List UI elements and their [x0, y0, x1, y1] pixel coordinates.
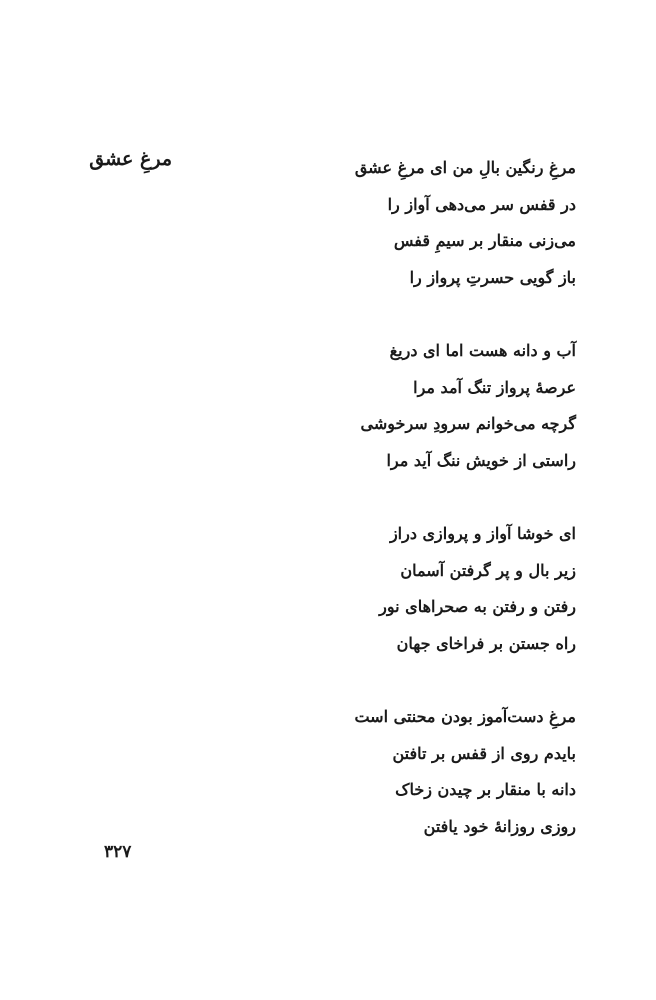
- poem-body: [286, 150, 576, 882]
- stanza-1: [286, 150, 576, 296]
- poem-line: مرغِ دست‌آموز بودن محنتی است: [354, 707, 576, 726]
- page-number: ۳۲۷: [104, 842, 132, 862]
- poem-line: در قفس سر می‌دهی آواز را: [387, 194, 576, 214]
- poem-line: روزی روزانهٔ خود یافتن: [423, 816, 576, 836]
- stanza-4: [286, 699, 576, 845]
- poem-line: بایدم روی از قفس بر تافتن: [392, 743, 576, 763]
- poem-line: مرغِ رنگین بالِ من ای مرغِ عشق: [354, 158, 576, 177]
- poem-line: زیر بال و پر گرفتن آسمان: [400, 560, 576, 580]
- poem-line: عرصهٔ پرواز تنگ آمد مرا: [413, 377, 576, 397]
- poem-line: باز گویی حسرتِ پرواز را: [409, 267, 576, 287]
- stanza-2: [286, 333, 576, 479]
- poem-line: می‌زنی منقار بر سیمِ قفس: [393, 231, 576, 250]
- poem-line: ای خوشا آواز و پروازی دراز: [389, 524, 576, 543]
- poem-line: گرچه می‌خوانم سرودِ سرخوشی: [360, 414, 576, 433]
- poem-line: آب و دانه هست اما ای دریغ: [389, 341, 576, 360]
- poem-title: مرغِ عشق: [89, 148, 172, 170]
- poem-line: راه جستن بر فراخای جهان: [396, 633, 576, 653]
- poem-line: راستی از خویش ننگ آید مرا: [386, 450, 576, 470]
- poem-line: رفتن و رفتن به صحراهای نور: [379, 597, 576, 616]
- stanza-3: [286, 516, 576, 662]
- poem-line: دانه با منقار بر چیدن زخاک: [395, 780, 576, 799]
